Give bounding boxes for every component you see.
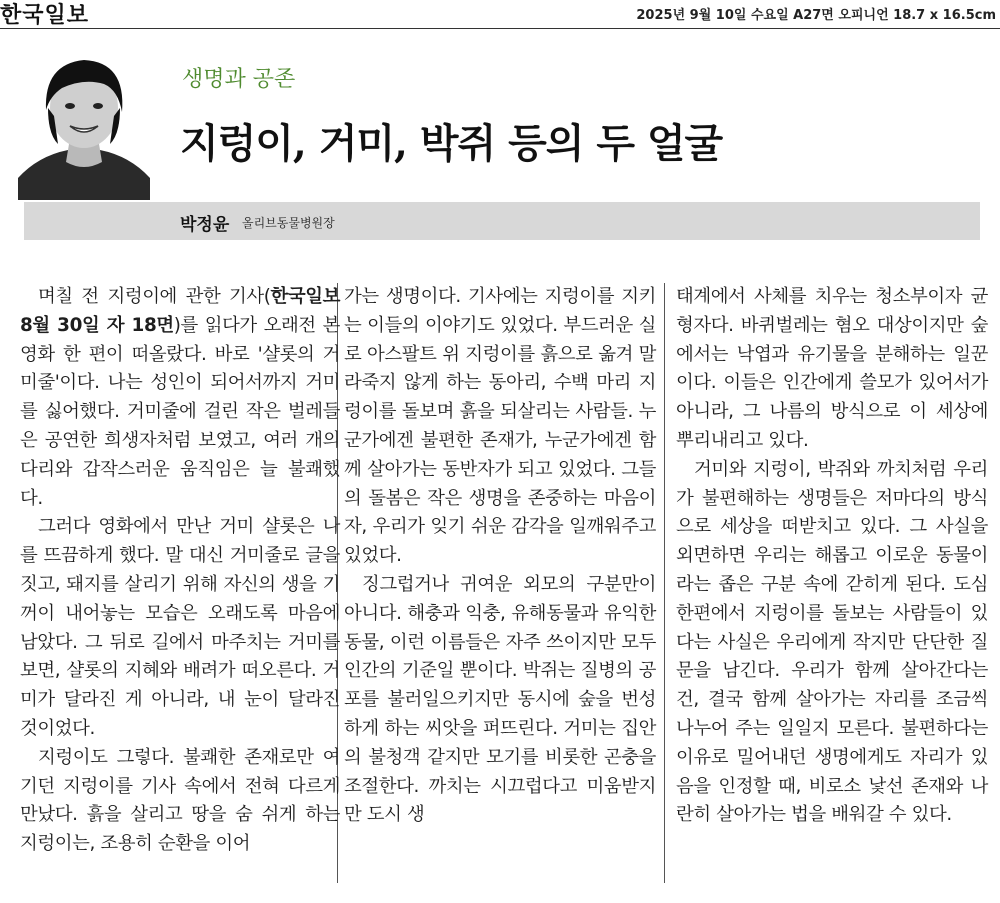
paragraph-text: 며칠 전 지렁이에 관한 기사( (38, 286, 271, 307)
column-category: 생명과 공존 (182, 67, 296, 92)
byline-author-title: 올리브동물병원장 (242, 216, 335, 230)
author-photo (18, 38, 150, 200)
masthead (0, 0, 1000, 29)
paragraph: 지렁이도 그렇다. 불쾌한 존재로만 여기던 지렁이를 기사 속에서 전혀 다르게 만났다. 흙을 살리고 땅을 숨 쉬게 하는 지렁이는, 조용히 순환을 이어 (20, 746, 340, 855)
newspaper-logo: 한국일보 (0, 2, 90, 28)
body-column-3 (676, 283, 988, 830)
paragraph (20, 283, 340, 513)
paragraph-text: )를 읽다가 오래전 본 영화 한 편이 떠올랐다. 바로 '샬롯의 거미줄'이다. 나는 성인이 되어서까지 거미를 싫어했다. 거미줄에 걸린 작은 벌레들은 공연한 희생자처럼 보였고, 여러 개의 다리와 갑작스러운 움직임은 늘 불쾌했다. (20, 314, 340, 509)
paragraph: 그러다 영화에서 만난 거미 샬롯은 나를 뜨끔하게 했다. 말 대신 거미줄로 글을 짓고, 돼지를 살리기 위해 자신의 생을 기꺼이 내어놓는 모습은 오래도록 마음에 남았다. 그 뒤로 길에서 마주치는 거미를 보면, 샬롯의 지혜와 배려가 떠오른다. 거미가 달라진 게 아니라, 내 눈이 달라진 것이었다. (20, 516, 340, 739)
source-citation: 한국일보 8월 30일 자 18면 (20, 286, 340, 336)
author-portrait-icon (18, 38, 150, 200)
headline: 지렁이, 거미, 박쥐 등의 두 얼굴 (180, 120, 723, 167)
paragraph: 거미와 지렁이, 박쥐와 까치처럼 우리가 불편해하는 생명들은 저마다의 방식으로 세상을 떠받치고 있다. 그 사실을 외면하면 우리는 해롭고 이로운 동물이라는 좁은 구분 속에 갇히게 된다. 도심 한편에서 지렁이를 돌보는 사람들이 있다는 사실은 우리에게 작지만 단단한 질문을 남긴다. 우리가 함께 살아간다는 건, 결국 함께 살아가는 자리를 조금씩 나누어 주는 일일지 모른다. 불편하다는 이유로 밀어내던 생명에게도 자리가 있음을 인정할 때, 비로소 낯선 존재와 나란히 살아가는 법을 배워갈 수 있다. (676, 458, 988, 826)
byline-author-name: 박정윤 (180, 215, 230, 235)
column-divider (664, 283, 665, 883)
dateline: 2025년 9월 10일 수요일 A27면 오피니언 18.7 x 16.5cm (636, 8, 996, 23)
paragraph: 태계에서 사체를 치우는 청소부이자 균형자다. 바퀴벌레는 혐오 대상이지만 숲에서는 낙엽과 유기물을 분해하는 일꾼이다. 이들은 인간에게 쓸모가 있어서가 아니라, 그 나름의 방식으로 이 세상에 뿌리내리고 있다. (676, 286, 988, 451)
body-column-2 (344, 283, 656, 830)
byline-bar (24, 202, 980, 240)
paragraph: 가는 생명이다. 기사에는 지렁이를 지키는 이들의 이야기도 있었다. 부드러운 실로 아스팔트 위 지렁이를 흙으로 옮겨 말라죽지 않게 하는 동아리, 수백 마리 지렁이를 돌보며 흙을 되살리는 사람들. 누군가에겐 불편한 존재가, 누군가에겐 함께 살아가는 동반자가 되고 있었다. 그들의 돌봄은 작은 생명을 존중하는 마음이자, 우리가 잊기 쉬운 감각을 일깨워주고 있었다. (344, 286, 656, 567)
paragraph: 징그럽거나 귀여운 외모의 구분만이 아니다. 해충과 익충, 유해동물과 유익한 동물, 이런 이름들은 자주 쓰이지만 모두 인간의 기준일 뿐이다. 박쥐는 질병의 공포를 불러일으키지만 동시에 숲을 번성하게 하는 씨앗을 퍼뜨린다. 거미는 집안의 불청객 같지만 모기를 비롯한 곤충을 조절한다. 까치는 시끄럽다고 미움받지만 도시 생 (344, 573, 656, 826)
body-column-1 (20, 283, 340, 859)
